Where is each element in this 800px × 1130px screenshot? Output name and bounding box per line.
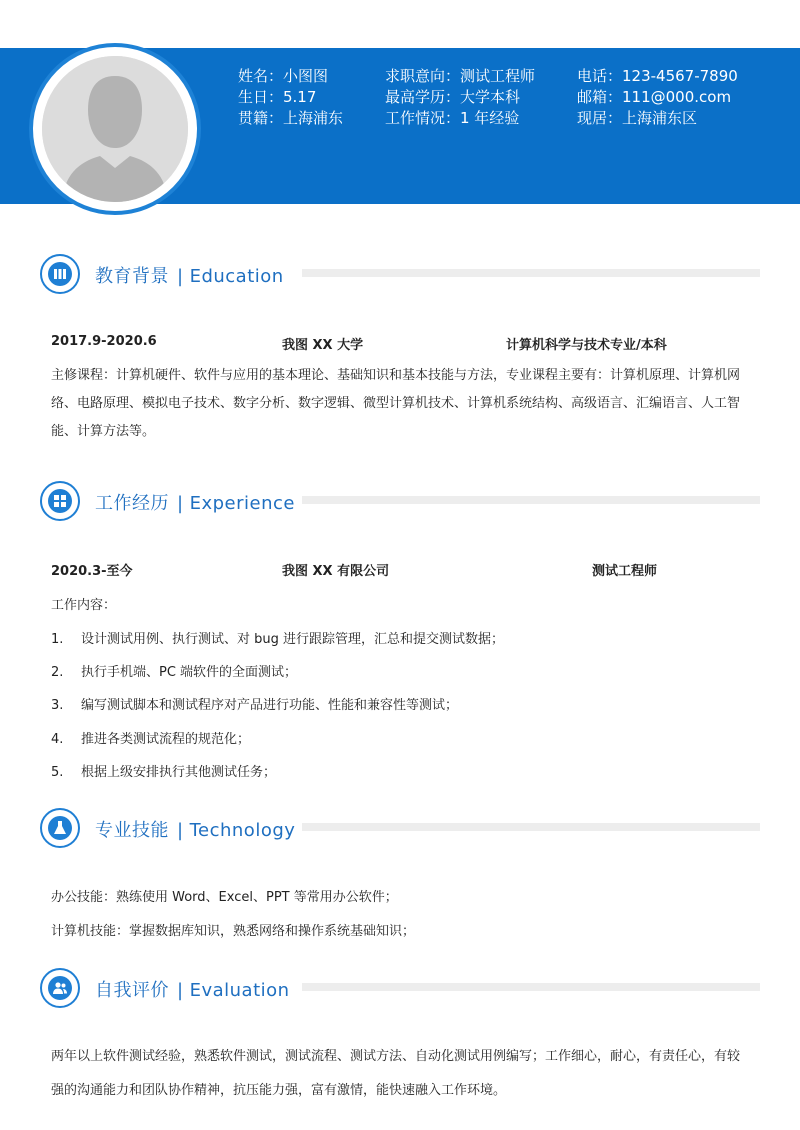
- section-evaluation-header: [40, 968, 760, 1008]
- list-item: 3. 编写测试脚本和测试程序对产品进行功能、性能和兼容性等测试；: [51, 698, 459, 713]
- section-icon-ring: [40, 968, 80, 1008]
- section-divider: [302, 269, 760, 277]
- experience-date: 2020.3-至今: [51, 564, 133, 579]
- section-title: 专业技能 | Technology: [95, 820, 296, 841]
- computer-skills-line: 计算机技能：掌握数据库知识，熟悉网络和操作系统基础知识；: [51, 924, 416, 939]
- section-education-header: [40, 254, 760, 294]
- section-title: 教育背景 | Education: [95, 266, 284, 287]
- header-info-column-1: [238, 66, 343, 129]
- education-date: 2017.9-2020.6: [51, 334, 157, 349]
- position-title: 测试工程师: [592, 564, 658, 579]
- name-field: 姓名：小图图: [238, 67, 329, 85]
- section-title: 工作经历 | Experience: [95, 493, 295, 514]
- education-level-field: 最高学历：大学本科: [385, 88, 521, 106]
- work-status-field: 工作情况：1 年经验: [385, 109, 520, 127]
- birthday-field: 生日：5.17: [238, 88, 317, 106]
- section-icon-ring: [40, 481, 80, 521]
- section-icon-ring: [40, 808, 80, 848]
- school-name: 我图 XX 大学: [282, 338, 364, 353]
- people-icon: [48, 976, 72, 1000]
- section-divider: [302, 823, 760, 831]
- major-degree: 计算机科学与技术专业/本科: [506, 338, 667, 353]
- flask-icon: [48, 816, 72, 840]
- section-divider: [302, 496, 760, 504]
- work-content-label: 工作内容：: [51, 598, 117, 613]
- books-icon: [48, 262, 72, 286]
- courses-paragraph: 主修课程：计算机硬件、软件与应用的基本理论、基础知识和基本技能与方法，专业课程主要有：计算机原理、计算机网络、电路原理、模拟电子技术、数字分析、数字逻辑、微型计算机技术、计算机系统结构、高级语言、汇编语言、人工智能、计算方法等。: [51, 368, 741, 439]
- job-intention-field: 求职意向：测试工程师: [385, 67, 536, 85]
- section-divider: [302, 983, 760, 991]
- residence-field: 现居：上海浦东区: [577, 109, 698, 127]
- email-field: 邮箱：111@000.com: [577, 88, 732, 106]
- section-experience-header: [40, 481, 760, 521]
- self-evaluation-paragraph: 两年以上软件测试经验，熟悉软件测试，测试流程、测试方法、自动化测试用例编写；工作细心，耐心，有责任心，有较强的沟通能力和团队协作精神，抗压能力强，富有激情，能快速融入工作环境。: [51, 1049, 741, 1098]
- phone-field: 电话：123-4567-7890: [577, 67, 738, 85]
- section-icon-ring: [40, 254, 80, 294]
- list-item: 1. 设计测试用例、执行测试、对 bug 进行跟踪管理，汇总和提交测试数据；: [51, 632, 505, 647]
- grid-icon: [48, 489, 72, 513]
- list-item: 2. 执行手机端、PC 端软件的全面测试；: [51, 665, 298, 680]
- list-item: 4. 推进各类测试流程的规范化；: [51, 732, 251, 747]
- section-title: 自我评价 | Evaluation: [95, 980, 290, 1001]
- office-skills-line: 办公技能：熟练使用 Word、Excel、PPT 等常用办公软件；: [51, 890, 398, 905]
- section-technology-header: [40, 808, 760, 848]
- avatar-placeholder: [42, 56, 188, 202]
- list-item: 5. 根据上级安排执行其他测试任务；: [51, 765, 277, 780]
- avatar: [29, 43, 201, 215]
- header-info-column-3: [577, 66, 738, 129]
- company-name: 我图 XX 有限公司: [282, 564, 390, 579]
- header-info-column-2: [385, 66, 535, 129]
- hometown-field: 贯籍：上海浦东: [238, 109, 344, 127]
- person-silhouette-icon: [42, 56, 188, 202]
